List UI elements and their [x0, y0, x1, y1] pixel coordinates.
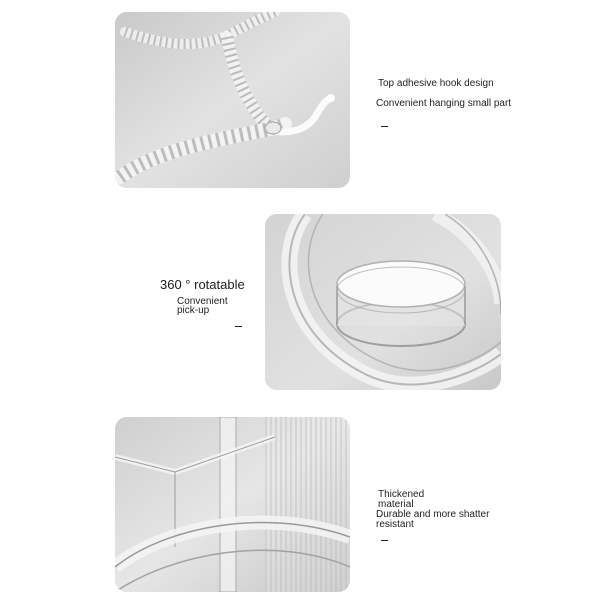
- material-line-4: resistant: [376, 519, 414, 530]
- hook-illustration: [115, 12, 350, 188]
- material-line-3: Durable and more shatter: [376, 509, 490, 520]
- hook-feature-line-1: Top adhesive hook design: [378, 78, 494, 89]
- rotatable-dash-icon: [235, 326, 242, 327]
- rotatable-line-2: pick-up: [177, 305, 210, 316]
- material-photo: [115, 417, 350, 592]
- hook-photo: [115, 12, 350, 188]
- material-illustration: [115, 417, 350, 592]
- material-line-1: Thickened: [378, 489, 425, 500]
- rotating-base-photo: [265, 214, 501, 390]
- material-dash-icon: [381, 540, 388, 541]
- hook-feature-line-2: Convenient hanging small part: [376, 98, 512, 109]
- rotatable-line-1: Convenient: [177, 296, 228, 307]
- rotating-base-illustration: [265, 214, 501, 390]
- material-line-2: material: [378, 499, 414, 510]
- rotatable-title: 360 ° rotatable: [160, 277, 245, 292]
- hook-dash-icon: [381, 126, 388, 127]
